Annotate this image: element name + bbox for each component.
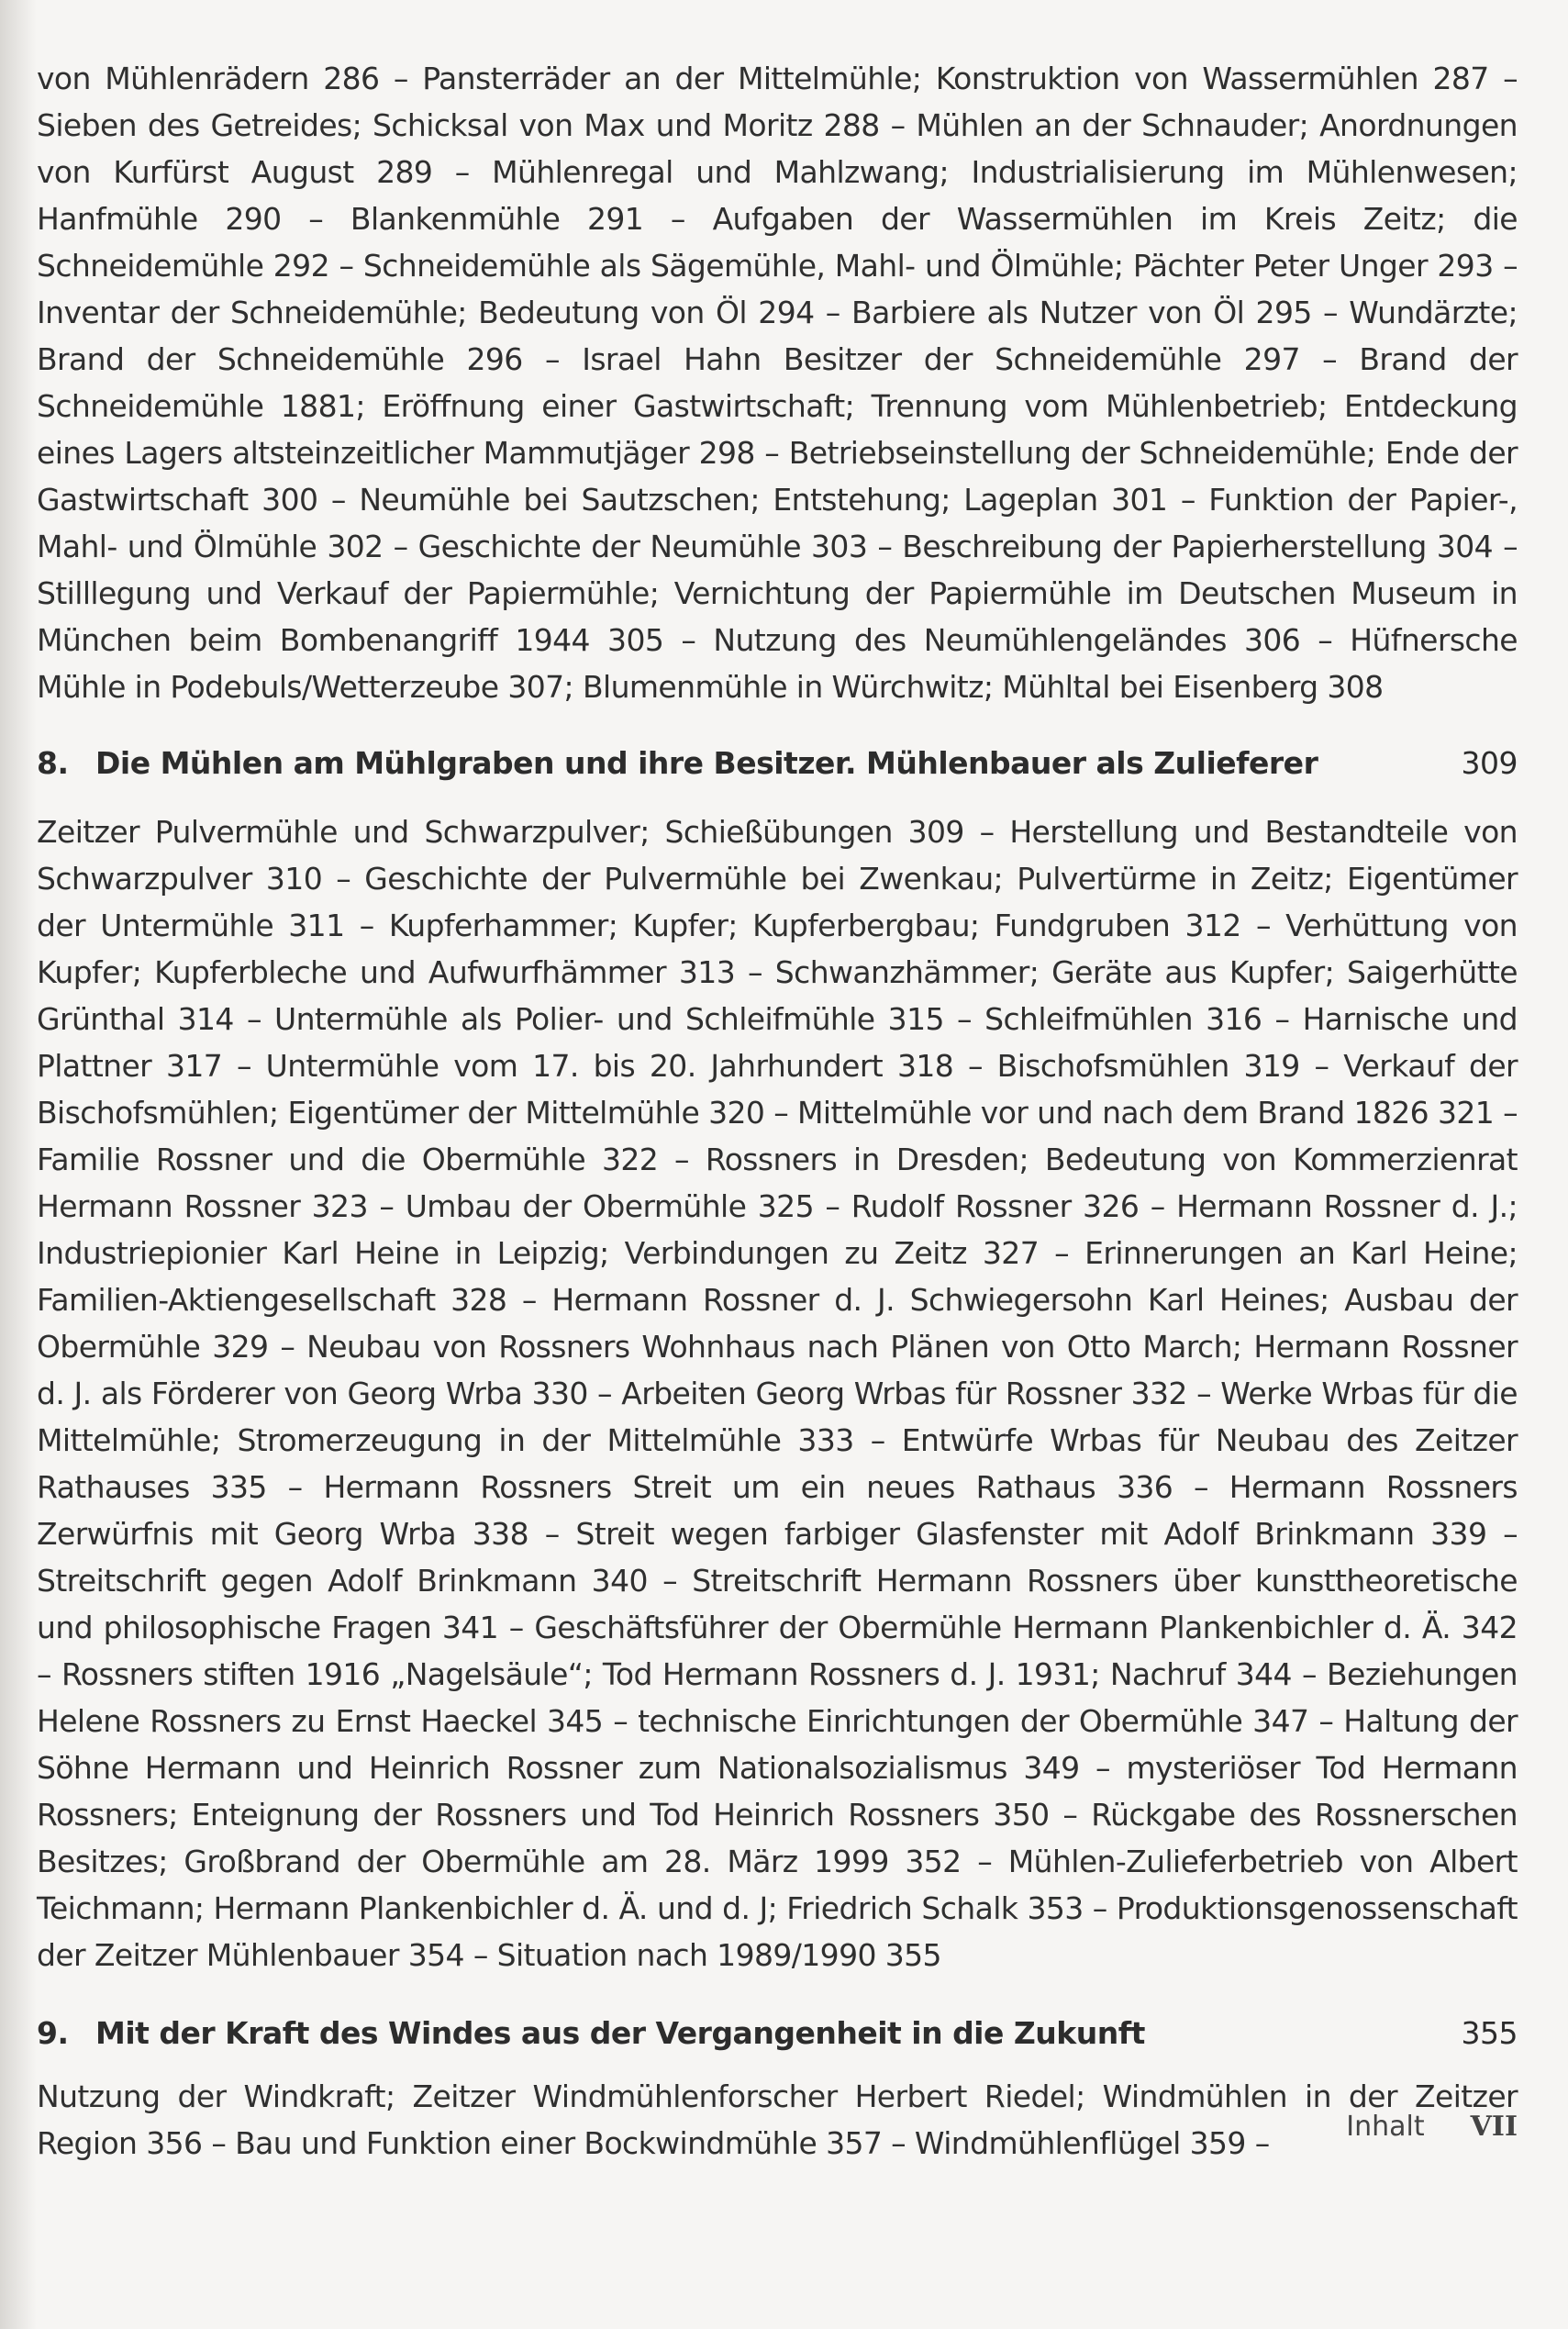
page-gutter-shadow bbox=[0, 0, 37, 2329]
section-page-number: 355 bbox=[1461, 2015, 1518, 2051]
section-title: Mit der Kraft des Windes aus der Vergangenheit in die Zukunft bbox=[95, 2015, 1145, 2051]
section-9-paragraph: Nutzung der Windkraft; Zeitzer Windmühlenforscher Herbert Riedel; Windmühlen in der Zeitzer Region 356 – Bau und Funktion einer Bockwindmühle 357 – Windmühlenflügel 359 – bbox=[37, 2078, 1518, 2161]
section-number: 8. bbox=[37, 745, 69, 781]
section-8-paragraph: Zeitzer Pulvermühle und Schwarzpulver; Schießübungen 309 – Herstellung und Bestandteile von Schwarzpulver 310 – Geschichte der Pulvermühle bei Zwenkau; Pulvertürme in Zeitz; Eigentümer der Untermühle 311 – Kupferhammer; Kupfer; Kupferbergbau; Fundgruben 312 – Verhüttung von Kupfer; Kupferbleche und Aufwurfhämmer 313 – Schwanzhämmer; Geräte aus Kupfer; Saigerhütte Grünthal 314 – Untermühle als Polier- und Schleifmühle 315 – Schleifmühlen 316 – Harnische und Plattner 317 – Untermühle vom 17. bis 20. Jahrhundert 318 – Bischofsmühlen 319 – Verkauf der Bischofsmühlen; Eigentümer der Mittelmühle 320 – Mittelmühle vor und nach dem Brand 1826 321 – Familie Rossner und die Obermühle 322 – Rossners in Dresden; Bedeutung von Kommerzienrat Hermann Rossner 323 – Umbau der Obermühle 325 – Rudolf Rossner 326 – Hermann Rossner d. J.; Industriepionier Karl Heine in Leipzig; Verbindungen zu Zeitz 327 – Erinnerungen an Karl Heine; Familien-Aktiengesellschaft 328 – Hermann Rossner d. J. Schwiegersohn Karl Heines; Ausbau der Obermühle 329 – Neubau von Rossners Wohnhaus nach Plänen von Otto March; Hermann Rossner d. J. als Förderer von Georg Wrba 330 – Arbeiten Georg Wrbas für Rossner 332 – Werke Wrbas für die Mittelmühle; Stromerzeugung in der Mittelmühle 333 – Entwürfe Wrbas für Neubau des Zeitzer Rathauses 335 – Hermann Rossners Streit um ein neues Rathaus 336 – Hermann Rossners Zerwürfnis mit Georg Wrba 338 – Streit wegen farbiger Glasfenster mit Adolf Brinkmann 339 – Streitschrift gegen Adolf Brinkmann 340 – Streitschrift Hermann Rossners über kunsttheoretische und philosophische Fragen 341 – Geschäftsführer der Obermühle Hermann Plankenbichler d. Ä. 342 – Rossners stiften 1916 „Nagelsäule“; Tod Hermann Rossners d. J. 1931; Nachruf 344 – Beziehungen Helene Rossners zu Ernst Haeckel 345 – technische Einrichtungen der Obermühle 347 – Haltung der Söhne Hermann und Heinrich Rossner zum Nationalsozialismus 349 – mysteriöser Tod Hermann Rossners; Enteignung der Rossners und Tod Heinrich Rossners 350 – Rückgabe des Rossnerschen Besitzes; Großbrand der Obermühle am 28. März 1999 352 – Mühlen-Zulieferbetrieb von Albert Teichmann; Hermann Plankenbichler d. Ä. und d. J; Friedrich Schalk 353 – Produktionsgenossenschaft der Zeitzer Mühlenbauer 354 – Situation nach 1989/1990 355 bbox=[37, 814, 1518, 1973]
intro-paragraph: von Mühlenrädern 286 – Pansterräder an der Mittelmühle; Konstruktion von Wassermühlen 287 – Sieben des Getreides; Schicksal von Max und Moritz 288 – Mühlen an der Schnauder; Anordnungen von Kurfürst August 289 – Mühlenregal und Mahlzwang; Industrialisierung im Mühlenwesen; Hanfmühle 290 – Blankenmühle 291 – Aufgaben der Wassermühlen im Kreis Zeitz; die Schneidemühle 292 – Schneidemühle als Sägemühle, Mahl- und Ölmühle; Pächter Peter Unger 293 – Inventar der Schneidemühle; Bedeutung von Öl 294 – Barbiere als Nutzer von Öl 295 – Wundärzte; Brand der Schneidemühle 296 – Israel Hahn Besitzer der Schneidemühle 297 – Brand der Schneidemühle 1881; Eröffnung einer Gastwirtschaft; Trennung vom Mühlenbetrieb; Entdeckung eines Lagers altsteinzeitlicher Mammutjäger 298 – Betriebseinstellung der Schneidemühle; Ende der Gastwirtschaft 300 – Neumühle bei Sautzschen; Entstehung; Lageplan 301 – Funktion der Papier-, Mahl- und Ölmühle 302 – Geschichte der Neumühle 303 – Beschreibung der Papierherstellung 304 – Stilllegung und Verkauf der Papiermühle; Vernichtung der Papiermühle im Deutschen Museum in München beim Bombenangriff 1944 305 – Nutzung des Neumühlengeländes 306 – Hüfnersche Mühle in Podebuls/Wetterzeube 307; Blumenmühle in Würchwitz; Mühltal bei Eisenberg 308 bbox=[37, 61, 1518, 705]
footer-page-number: VII bbox=[1470, 2111, 1518, 2143]
section-heading-9 bbox=[37, 2015, 1518, 2051]
section-title: Die Mühlen am Mühlgraben und ihre Besitzer. Mühlenbauer als Zulieferer bbox=[95, 745, 1318, 781]
section-page-number: 309 bbox=[1461, 745, 1518, 781]
section-number: 9. bbox=[37, 2015, 69, 2051]
page-footer bbox=[1346, 2111, 1518, 2143]
section-heading-8 bbox=[37, 745, 1518, 781]
table-of-contents bbox=[37, 55, 1518, 2167]
footer-label: Inhalt bbox=[1346, 2111, 1425, 2143]
